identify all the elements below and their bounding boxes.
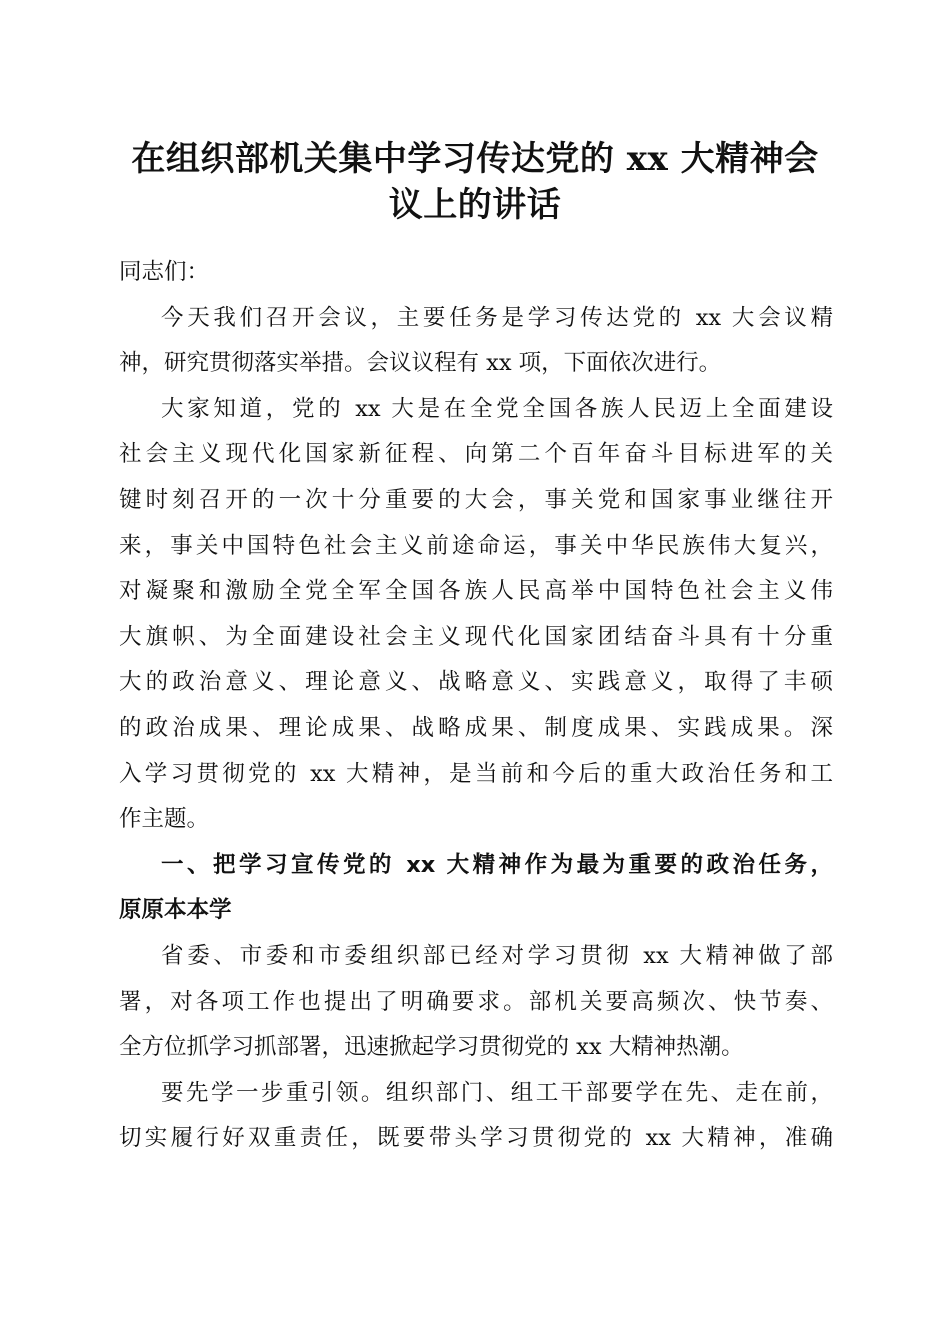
paragraph-line: 大的政治意义、理论意义、战略意义、实践意义，取得了丰硕 <box>119 669 833 696</box>
paragraph-line: 省委、市委和市委组织部已经对学习贯彻 xx 大精神做了部 <box>161 942 833 969</box>
paragraph-line: 大旗帜、为全面建设社会主义现代化国家团结奋斗具有十分重 <box>119 623 833 650</box>
document-title <box>100 136 850 228</box>
title-line: 议上的讲话 <box>388 185 562 225</box>
paragraph-line: 署，对各项工作也提出了明确要求。部机关要高频次、快节奏、 <box>119 988 833 1015</box>
paragraph-line: 入学习贯彻党的 xx 大精神，是当前和今后的重大政治任务和工 <box>119 760 833 787</box>
paragraph-line: 神，研究贯彻落实举措。会议议程有 xx 项，下面依次进行。 <box>119 350 722 377</box>
paragraph-line: 今天我们召开会议，主要任务是学习传达党的 xx 大会议精 <box>161 304 833 331</box>
paragraph-line: 社会主义现代化国家新征程、向第二个百年奋斗目标进军的关 <box>119 441 833 468</box>
section-heading-line: 原原本本学 <box>119 897 232 924</box>
salutation: 同志们： <box>119 259 210 285</box>
paragraph-line: 切实履行好双重责任，既要带头学习贯彻党的 xx 大精神，准确 <box>119 1125 833 1152</box>
title-line: 在组织部机关集中学习传达党的 xx 大精神会 <box>131 139 819 179</box>
paragraph-line: 大家知道，党的 xx 大是在全党全国各族人民迈上全面建设 <box>161 395 833 422</box>
paragraph-line: 来，事关中国特色社会主义前途命运，事关中华民族伟大复兴， <box>119 532 833 559</box>
paragraph-line: 全方位抓学习抓部署，迅速掀起学习贯彻党的 xx 大精神热潮。 <box>119 1034 744 1061</box>
paragraph-line: 作主题。 <box>119 806 210 833</box>
section-heading-line: 一、把学习宣传党的 xx 大精神作为最为重要的政治任务， <box>161 851 833 878</box>
paragraph-line: 的政治成果、理论成果、战略成果、制度成果、实践成果。深 <box>119 714 833 741</box>
paragraph-line: 键时刻召开的一次十分重要的大会，事关党和国家事业继往开 <box>119 486 833 513</box>
paragraph-line: 对凝聚和激励全党全军全国各族人民高举中国特色社会主义伟 <box>119 578 833 605</box>
paragraph-line: 要先学一步重引领。组织部门、组工干部要学在先、走在前， <box>161 1079 833 1106</box>
document-body <box>119 250 833 1162</box>
